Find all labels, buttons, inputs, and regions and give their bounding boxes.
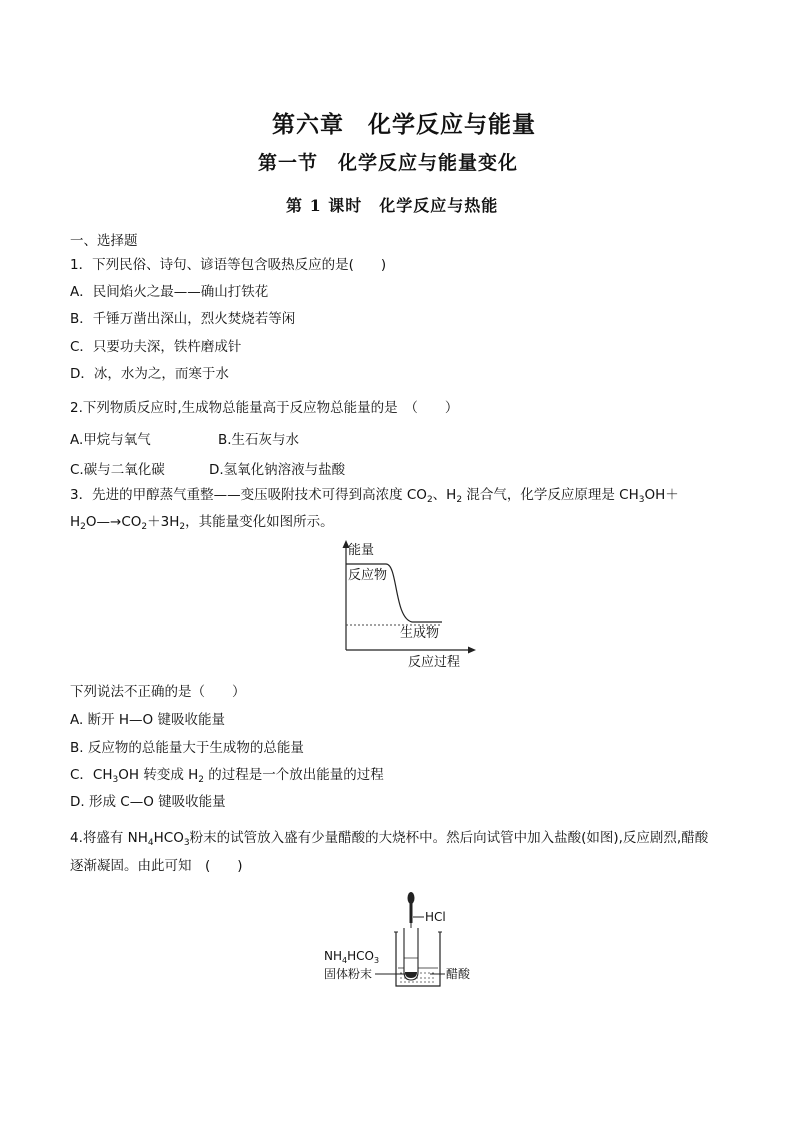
q1-option-d: D．冰，水为之，而寒于水 — [70, 366, 229, 382]
q1-option-c: C．只要功夫深，铁杵磨成针 — [70, 339, 242, 355]
q2-option-d: D.氢氧化钠溶液与盐酸 — [209, 462, 346, 478]
part-title: 一、选择题 — [70, 233, 138, 249]
dropper-bulb — [408, 892, 415, 904]
q2-stem: 2.下列物质反应时,生成物总能量高于反应物总能量的是 （ ） — [70, 400, 459, 416]
section-title: 第一节 化学反应与能量变化 — [258, 152, 519, 174]
reactant-label: 反应物 — [348, 568, 388, 583]
x-axis-arrow — [468, 647, 476, 654]
q2-option-b: B.生石灰与水 — [218, 432, 300, 448]
hcl-label: HCl — [425, 910, 446, 924]
lesson-title: 第 1 课时 化学反应与热能 — [286, 196, 499, 215]
q2-option-c: C.碳与二氧化碳 — [70, 462, 165, 478]
acetic-acid-label: 醋酸 — [446, 967, 471, 981]
q1-option-b: B．千锤万凿出深山，烈火焚烧若等闲 — [70, 311, 296, 327]
q1-stem: 1．下列民俗、诗句、谚语等包含吸热反应的是( ) — [70, 257, 387, 273]
q3-stem-line1: 3．先进的甲醇蒸气重整——变压吸附技术可得到高浓度 $CO_2$、$H_2$ 混合气，化学反应原理是 $CH_3OH+$ — [70, 487, 679, 505]
q1-option-a: A．民间焰火之最——确山打铁花 — [70, 284, 269, 300]
y-axis-label: 能量 — [348, 543, 375, 558]
energy-diagram — [320, 536, 480, 672]
x-axis-label: 反应过程 — [408, 655, 461, 670]
q3-option-c: C．$CH_3OH$ 转变成 $H_2$ 的过程是一个放出能量的过程 — [70, 767, 384, 785]
q2-option-a: A.甲烷与氧气 — [70, 432, 151, 448]
nh4hco3-label: $NH_4HCO_3$ — [324, 949, 380, 965]
q4-stem-line1: 4.将盛有 $NH_4HCO_3$粉末的试管放入盛有少量醋酸的大烧杯中。然后向试管中加入盐酸(如图),反应剧烈,醋酸 — [70, 830, 709, 848]
solid-powder-label: 固体粉末 — [324, 967, 373, 981]
q3-option-a: A. 断开 H—O 键吸收能量 — [70, 712, 225, 728]
chapter-title: 第六章 化学反应与能量 — [272, 111, 536, 138]
product-label: 生成物 — [400, 626, 440, 641]
q3-stem-line2: $H_2O—\to CO_2+3H_2$，其能量变化如图所示。 — [70, 514, 334, 532]
q4-stem-line2: 逐渐凝固。由此可知 ( ) — [70, 858, 243, 874]
q3-option-b: B. 反应物的总能量大于生成物的总能量 — [70, 740, 304, 756]
q3-option-d: D. 形成 C—O 键吸收能量 — [70, 794, 226, 810]
q3-question: 下列说法不正确的是（ ） — [70, 684, 246, 700]
dropper-tube — [410, 903, 413, 923]
apparatus-diagram — [320, 886, 480, 990]
